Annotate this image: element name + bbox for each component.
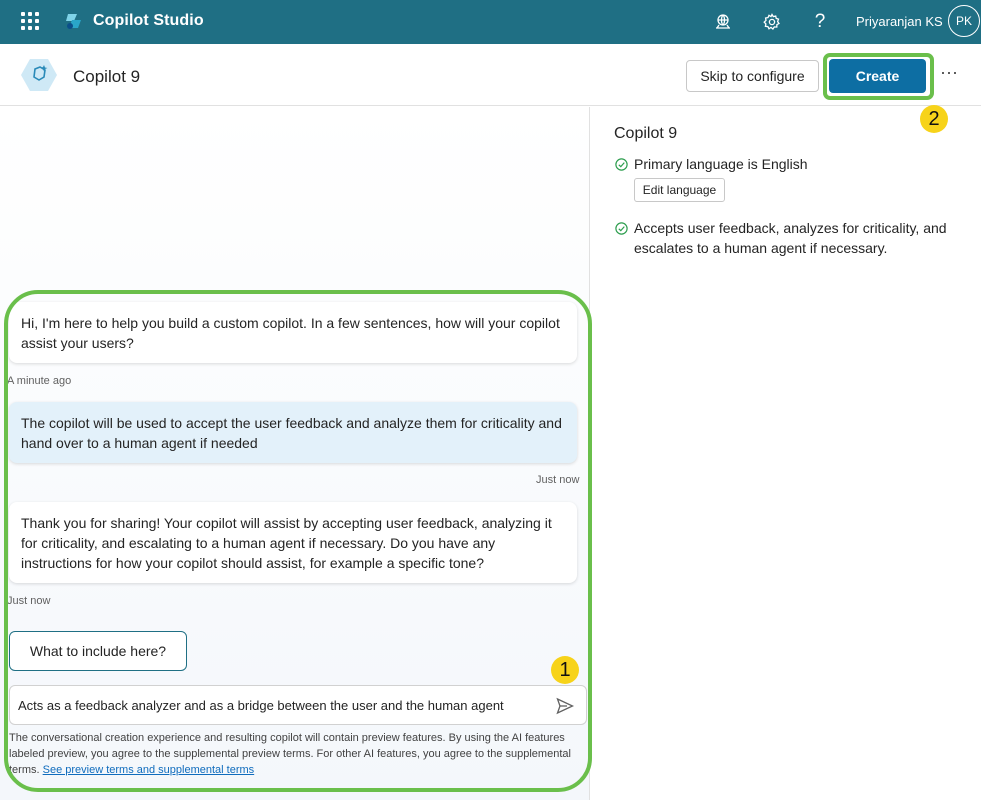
summary-title: Copilot 9 [614, 125, 678, 142]
user-message [9, 402, 577, 463]
send-icon[interactable] [555, 696, 575, 716]
message-composer [9, 685, 587, 725]
create-button[interactable]: Create [829, 59, 926, 93]
edit-language-button[interactable]: Edit language [634, 178, 725, 202]
avatar[interactable]: PK [948, 5, 980, 37]
settings-icon[interactable] [761, 11, 783, 33]
message-text: Thank you for sharing! Your copilot will assist by accepting user feedback, analyzing it for criticality, and escalating to a human agent if necessary. Do you have any instructions for how your copilot should assist, for example a specific tone? [21, 515, 552, 571]
message-text: Hi, I'm here to help you build a custom copilot. In a few sentences, how will your copilot assist your users? [21, 315, 560, 351]
message-text: The copilot will be used to accept the user feedback and analyze them for criticality and hand over to a human agent if needed [21, 415, 562, 451]
step-badge-1: 1 [551, 656, 579, 684]
summary-item-language: Primary language is English [634, 156, 808, 172]
app-launcher-icon[interactable] [21, 12, 39, 30]
check-circle-icon [615, 158, 628, 171]
step-badge-2: 2 [920, 105, 948, 133]
disclaimer-text: The conversational creation experience and resulting copilot will contain preview features. By using the AI features labeled preview, you agree to the supplemental preview terms. For other AI features, you agree to the supplemental terms. [9, 732, 571, 776]
help-icon[interactable] [809, 11, 831, 33]
copilot-header [0, 44, 981, 106]
preview-disclaimer [9, 730, 575, 778]
summary-item-behavior: Accepts user feedback, analyzes for criticality, and escalates to a human agent if necessary. [634, 220, 947, 256]
chat-input[interactable] [18, 695, 538, 715]
copilot-title: Copilot 9 [73, 67, 141, 86]
copilot-studio-logo-icon [64, 11, 84, 31]
bot-message [9, 502, 577, 583]
message-timestamp: A minute ago [7, 375, 72, 387]
copilot-avatar-icon [20, 58, 58, 92]
more-options-button[interactable]: ··· [940, 62, 958, 82]
user-name[interactable]: Priyaranjan KS [856, 14, 943, 29]
message-timestamp: Just now [7, 595, 51, 607]
environment-icon[interactable] [712, 11, 734, 33]
preview-terms-link[interactable]: See preview terms and supplemental terms [42, 764, 255, 776]
bot-message [9, 302, 577, 363]
check-circle-icon [615, 222, 628, 235]
suggestion-chip[interactable]: What to include here? [9, 631, 187, 671]
app-bar [0, 0, 981, 44]
product-name[interactable]: Copilot Studio [93, 12, 204, 29]
pane-divider [589, 107, 590, 800]
message-timestamp: Just now [536, 474, 580, 486]
skip-to-configure-button[interactable]: Skip to configure [686, 60, 819, 92]
help-question-mark: ? [814, 11, 826, 32]
